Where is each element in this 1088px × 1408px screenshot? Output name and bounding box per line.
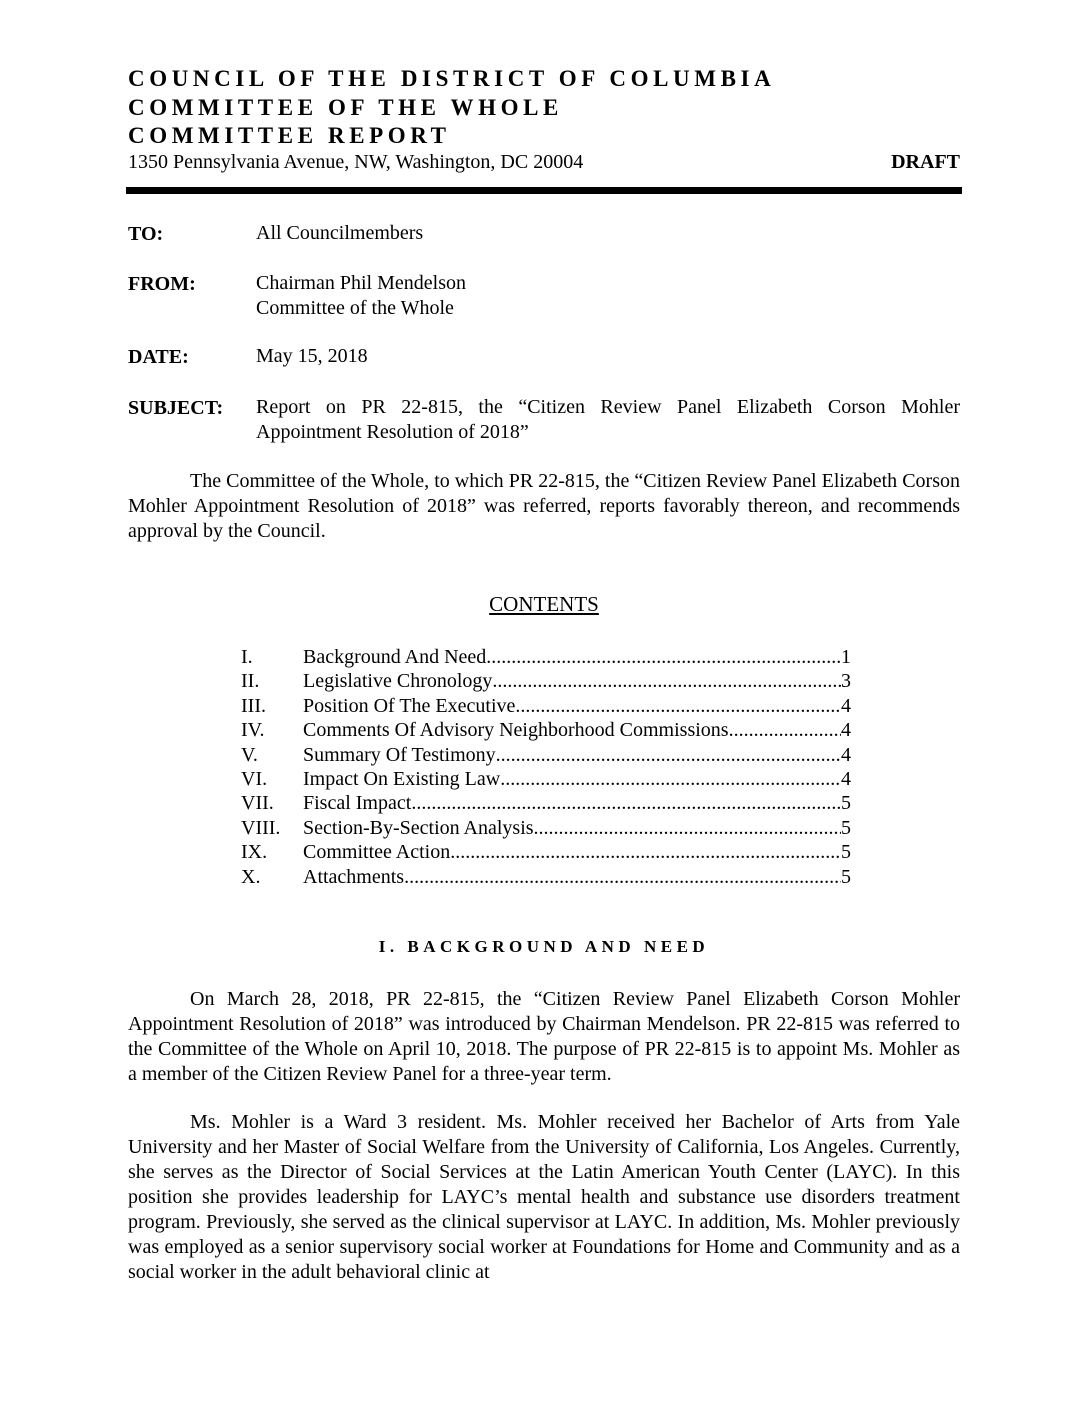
toc-item-number: VI. <box>241 767 268 790</box>
toc-item-number: II. <box>241 670 260 693</box>
toc-item-title: Comments Of Advisory Neighborhood Commissions <box>303 719 729 742</box>
toc-item-title: Section-By-Section Analysis <box>303 816 534 839</box>
toc-item-page: 4 <box>841 743 851 766</box>
background-paragraph-2: Ms. Mohler is a Ward 3 resident. Ms. Mohler received her Bachelor of Arts from Yale University and her Master of Social Welfare from the University of California, Los Angeles. Currently, she serves as the Director of Social Services at the Latin American Youth Center (LAYC). In this position she provides leadership for LAYC’s mental health and substance use disorders treatment program. Previously, she served as the clinical supervisor at LAYC. In addition, Ms. Mohler previously was employed as a senior supervisory social worker at Foundations for Home and Community and as a social worker in the adult behavioral clinic at <box>128 1111 960 1283</box>
from-label: FROM: <box>128 273 196 295</box>
to-value: All Councilmembers <box>256 222 424 244</box>
toc-item-title: Fiscal Impact <box>303 792 412 815</box>
section-heading-background: I. BACKGROUND AND NEED <box>378 937 710 956</box>
toc-item[interactable] <box>241 791 851 815</box>
toc-item-number: X. <box>241 865 261 888</box>
from-value-line1: Chairman Phil Mendelson <box>256 272 466 294</box>
toc-item-page: 5 <box>841 865 851 888</box>
draft-label: DRAFT <box>891 151 960 173</box>
toc-leader-dots <box>534 816 841 840</box>
toc-leader-dots <box>486 645 841 669</box>
toc-item-title: Impact On Existing Law <box>303 767 501 790</box>
subject-label: SUBJECT: <box>128 397 224 419</box>
toc-item-title: Summary Of Testimony <box>303 743 496 766</box>
toc-item[interactable] <box>241 865 851 889</box>
header-report-title: COMMITTEE REPORT <box>128 123 451 148</box>
from-value-line2: Committee of the Whole <box>256 297 454 319</box>
toc-item-number: V. <box>241 743 258 766</box>
toc-item-title: Committee Action <box>303 841 451 864</box>
toc-leader-dots <box>496 743 841 767</box>
subject-value: Report on PR 22-815, the “Citizen Review Panel Elizabeth Corson Mohler Appointment Resolution of 2018” <box>256 396 960 443</box>
toc-item-number: VII. <box>241 792 274 815</box>
toc-item-title: Background And Need <box>303 646 487 668</box>
background-paragraph-1: On March 28, 2018, PR 22-815, the “Citizen Review Panel Elizabeth Corson Mohler Appointment Resolution of 2018” was introduced by Chairman Mendelson. PR 22-815 was referred to the Committee of the Whole on April 10, 2018. The purpose of PR 22-815 is to appoint Ms. Mohler as a member of the Citizen Review Panel for a three-year term. <box>128 988 960 1085</box>
toc-leader-dots <box>411 791 841 815</box>
toc-item-title: Attachments <box>303 865 405 888</box>
toc-item-page: 4 <box>841 767 851 790</box>
toc-item[interactable] <box>241 743 851 767</box>
toc-leader-dots <box>500 767 841 791</box>
toc-leader-dots <box>450 840 841 864</box>
to-label: TO: <box>128 223 164 245</box>
toc-leader-dots <box>404 865 841 889</box>
toc-item-page: 5 <box>841 792 851 815</box>
header-address: 1350 Pennsylvania Avenue, NW, Washington, DC 20004 <box>128 151 584 173</box>
toc-leader-dots <box>729 718 841 742</box>
toc-item-number: I. <box>241 646 253 668</box>
table-of-contents <box>241 645 851 889</box>
toc-item-number: III. <box>241 694 266 717</box>
toc-item-page: 5 <box>841 816 851 839</box>
toc-item-title: Position Of The Executive <box>303 694 516 717</box>
toc-item-number: IV. <box>241 719 265 742</box>
toc-item[interactable] <box>241 767 851 791</box>
date-value: May 15, 2018 <box>256 345 368 367</box>
toc-item-page: 5 <box>841 841 851 864</box>
toc-item[interactable] <box>241 840 851 864</box>
toc-item-page: 1 <box>841 646 851 668</box>
toc-item-page: 3 <box>841 670 851 693</box>
toc-item[interactable] <box>241 694 851 718</box>
toc-item[interactable] <box>241 669 851 693</box>
toc-item-page: 4 <box>841 694 851 717</box>
header-committee-title: COMMITTEE OF THE WHOLE <box>128 95 563 120</box>
toc-item-title: Legislative Chronology <box>303 670 493 693</box>
header-council-title: COUNCIL OF THE DISTRICT OF COLUMBIA <box>128 66 776 91</box>
toc-leader-dots <box>515 694 841 718</box>
intro-paragraph: The Committee of the Whole, to which PR 22-815, the “Citizen Review Panel Elizabeth Corson Mohler Appointment Resolution of 2018” was referred, reports favorably thereon, and recommends approval by the Council. <box>128 470 960 542</box>
toc-item[interactable] <box>241 645 851 669</box>
toc-item[interactable] <box>241 816 851 840</box>
toc-leader-dots <box>492 669 841 693</box>
toc-item-page: 4 <box>841 719 851 742</box>
toc-item[interactable] <box>241 718 851 742</box>
toc-item-number: VIII. <box>241 816 281 839</box>
date-label: DATE: <box>128 346 189 368</box>
header-rule <box>126 187 962 194</box>
toc-item-number: IX. <box>241 841 268 864</box>
contents-heading: CONTENTS <box>489 592 599 616</box>
